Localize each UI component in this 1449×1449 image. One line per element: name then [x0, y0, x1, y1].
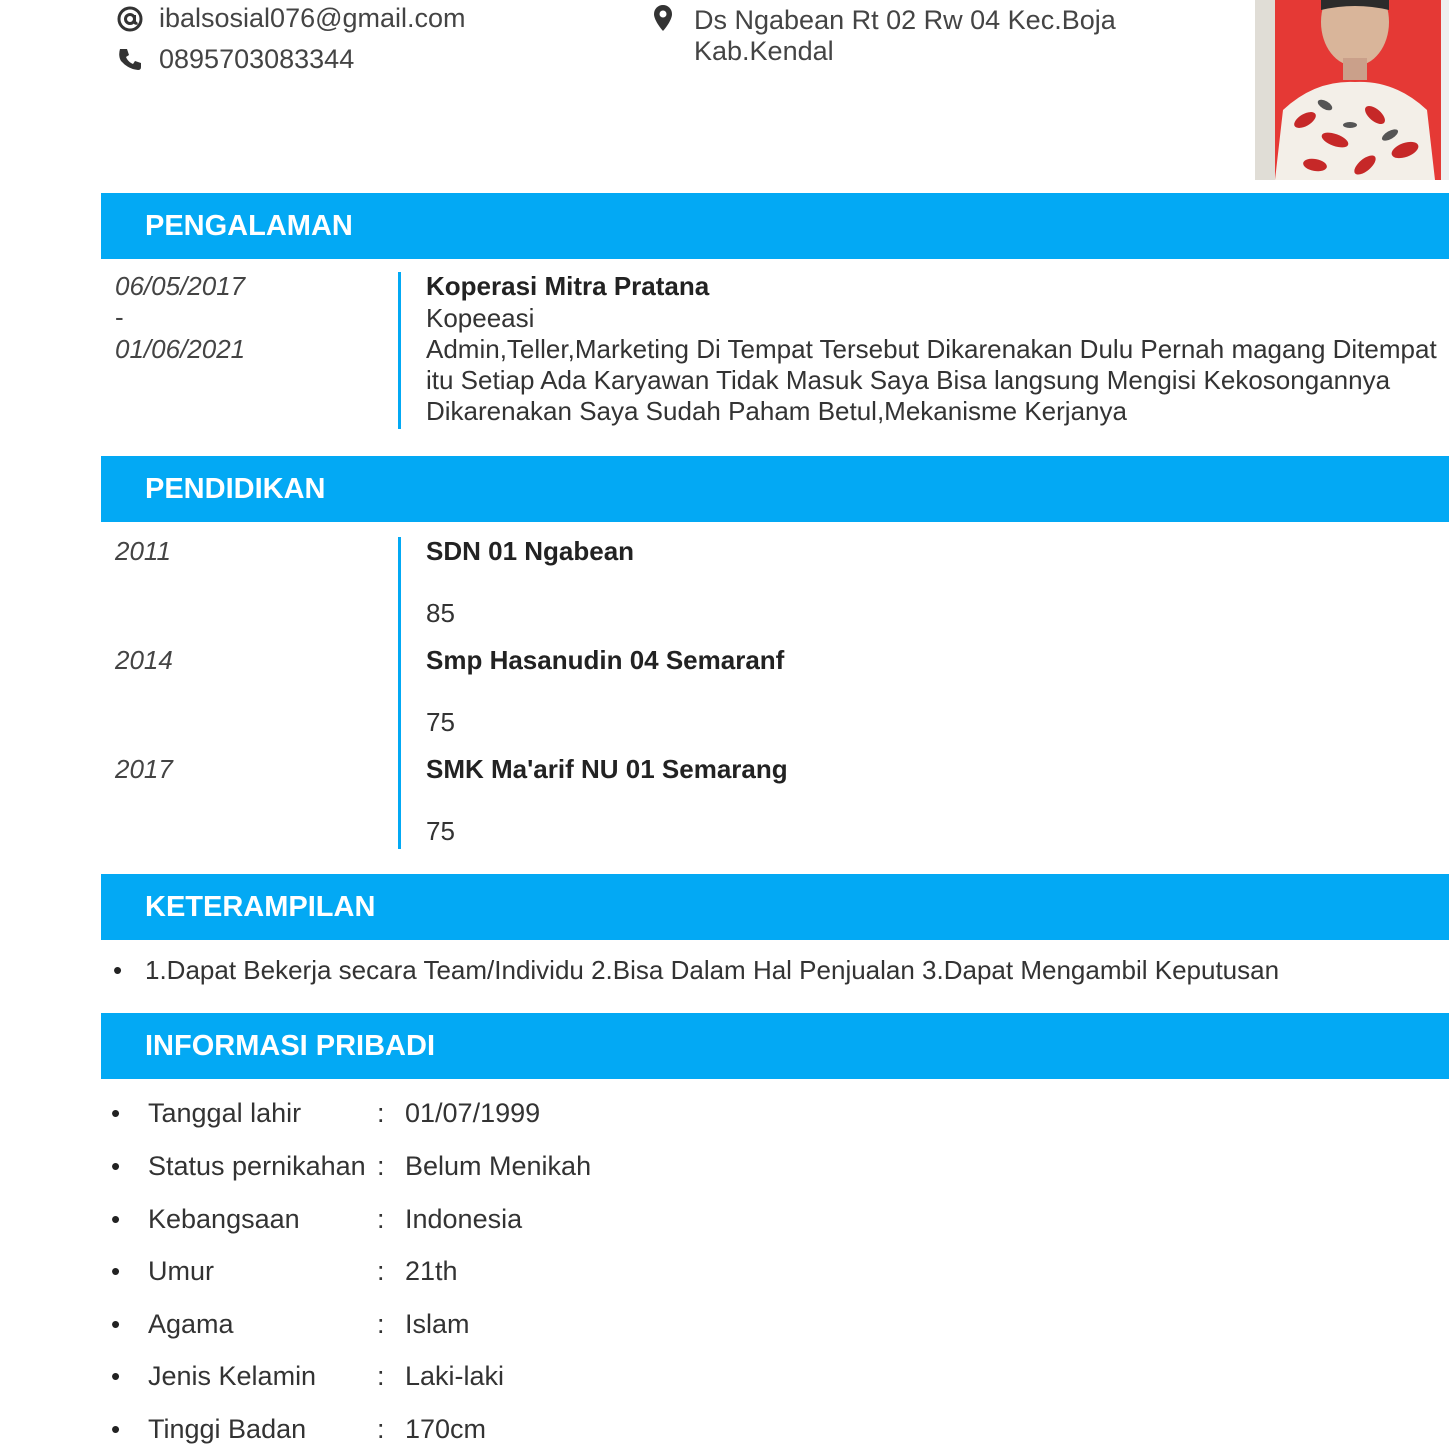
- timeline-divider-education: [398, 537, 401, 849]
- experience-start-date: 06/05/2017: [115, 271, 246, 301]
- address-line-1: Ds Ngabean Rt 02 Rw 04 Kec.Boja: [694, 5, 1116, 35]
- address-lines: [694, 5, 1116, 67]
- contact-address: [648, 5, 1116, 67]
- info-value-gender: Laki-laki: [405, 1361, 505, 1391]
- section-header-experience: PENGALAMAN: [101, 193, 1449, 259]
- timeline-divider-experience: [398, 272, 401, 429]
- info-value-nationality: Indonesia: [405, 1204, 523, 1234]
- info-colon: :: [377, 1204, 385, 1234]
- phone-text[interactable]: 0895703083344: [159, 44, 355, 74]
- info-label-gender: Jenis Kelamin: [148, 1361, 317, 1391]
- contact-phone: [115, 44, 354, 75]
- experience-company: Koperasi Mitra Pratana: [426, 271, 710, 301]
- map-pin-icon: [648, 3, 678, 33]
- education-year-2: 2014: [115, 645, 173, 675]
- info-label-height: Tinggi Badan: [148, 1414, 307, 1444]
- info-bullet: •: [111, 1204, 121, 1234]
- education-score-2: 75: [426, 707, 455, 737]
- info-bullet: •: [111, 1098, 121, 1128]
- info-bullet: •: [111, 1309, 121, 1339]
- info-label-age: Umur: [148, 1256, 214, 1286]
- experience-date-separator: -: [115, 302, 124, 332]
- at-icon: [115, 4, 145, 34]
- info-colon: :: [377, 1098, 385, 1128]
- info-label-marital-status: Status pernikahan: [148, 1151, 366, 1181]
- phone-icon: [115, 45, 145, 75]
- info-colon: :: [377, 1151, 385, 1181]
- education-school-2: Smp Hasanudin 04 Semaranf: [426, 645, 785, 675]
- experience-desc-line-1: Admin,Teller,Marketing Di Tempat Tersebut Dikarenakan Dulu Pernah magang Ditempat: [426, 334, 1437, 364]
- profile-photo: [1255, 0, 1449, 180]
- education-year-1: 2011: [115, 536, 171, 566]
- info-value-religion: Islam: [405, 1309, 470, 1339]
- info-value-age: 21th: [405, 1256, 458, 1286]
- info-bullet: •: [111, 1256, 121, 1286]
- info-label-birthdate: Tanggal lahir: [148, 1098, 302, 1128]
- education-year-3: 2017: [115, 754, 173, 784]
- experience-description: [426, 334, 1449, 427]
- info-value-height: 170cm: [405, 1414, 487, 1444]
- section-header-skills: KETERAMPILAN: [101, 874, 1449, 940]
- education-score-1: 85: [426, 598, 455, 628]
- address-line-2: Kab.Kendal: [694, 36, 834, 66]
- info-colon: :: [377, 1361, 385, 1391]
- email-text[interactable]: ibalsosial076@gmail.com: [159, 3, 466, 33]
- skills-bullet: •: [113, 955, 123, 985]
- info-colon: :: [377, 1256, 385, 1286]
- info-colon: :: [377, 1414, 385, 1444]
- experience-type: Kopeeasi: [426, 303, 535, 333]
- info-label-religion: Agama: [148, 1309, 234, 1339]
- experience-end-date: 01/06/2021: [115, 334, 246, 364]
- education-score-3: 75: [426, 816, 455, 846]
- education-school-1: SDN 01 Ngabean: [426, 536, 635, 566]
- info-bullet: •: [111, 1414, 121, 1444]
- experience-desc-line-2: itu Setiap Ada Karyawan Tidak Masuk Saya Bisa langsung Mengisi Kekosongannya: [426, 365, 1391, 395]
- info-colon: :: [377, 1309, 385, 1339]
- skills-item: 1.Dapat Bekerja secara Team/Individu 2.Bisa Dalam Hal Penjualan 3.Dapat Mengambil Keputusan: [145, 955, 1280, 985]
- section-header-personal-info: INFORMASI PRIBADI: [101, 1013, 1449, 1079]
- education-school-3: SMK Ma'arif NU 01 Semarang: [426, 754, 788, 784]
- info-bullet: •: [111, 1361, 121, 1391]
- info-label-nationality: Kebangsaan: [148, 1204, 300, 1234]
- section-header-education: PENDIDIKAN: [101, 456, 1449, 522]
- experience-desc-line-3: Dikarenakan Saya Sudah Paham Betul,Mekanisme Kerjanya: [426, 396, 1127, 426]
- contact-email: [115, 3, 466, 34]
- info-bullet: •: [111, 1151, 121, 1181]
- info-value-birthdate: 01/07/1999: [405, 1098, 541, 1128]
- info-value-marital-status: Belum Menikah: [405, 1151, 592, 1181]
